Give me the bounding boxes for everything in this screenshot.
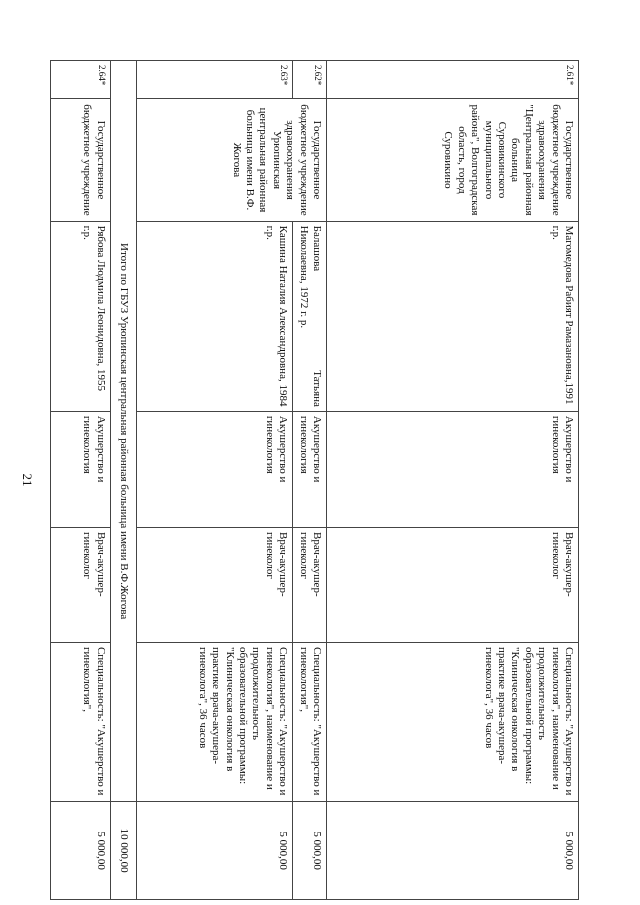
specialty-cell: Акушерство и гинекология xyxy=(137,411,293,527)
amount-cell: 5 000,00 xyxy=(50,802,110,900)
amount-cell: 5 000,00 xyxy=(293,802,327,900)
specialty-cell: Акушерство и гинекология xyxy=(50,411,110,527)
table-row xyxy=(327,61,579,900)
total-row xyxy=(110,61,136,900)
row-number: 2.64* xyxy=(50,61,110,99)
row-number: 2.63* xyxy=(137,61,293,99)
specialty-cell: Акушерство и гинекология xyxy=(327,411,579,527)
organization-cell: Государственное бюджетное учреждение здравоохранения Урюпинская центральная районная больница имени В.Ф. Жогова xyxy=(137,99,327,221)
organization-cell: Государственное бюджетное учреждение здравоохранения "Центральная районная больница Суровикинского муниципального района", Волгоградская область, город Суровикино xyxy=(327,99,579,221)
position-cell: Врач-акушер-гинеколог xyxy=(137,528,293,643)
first-name: Татьяна xyxy=(311,370,323,407)
person-name-cell: Кашина Наталия Александровна, 1984 г.р. xyxy=(137,221,293,411)
specialty-cell: Акушерство и гинекология xyxy=(293,411,327,527)
program-cell: Специальность: "Акушерство и гинекология", xyxy=(293,642,327,801)
page-number: 21 xyxy=(20,473,35,487)
position-cell: Врач-акушер-гинеколог xyxy=(293,528,327,643)
row-number: 2.61* xyxy=(327,61,579,99)
amount-cell: 5 000,00 xyxy=(137,802,293,900)
total-amount: 10 000,00 xyxy=(110,802,136,900)
program-cell: Специальность: "Акушерство и гинекология", наименование и продолжительность образовательной программы: "Клиническая онкология в практике врача-акушера-гинеколога", 36 часов xyxy=(137,642,293,801)
program-cell: Специальность: "Акушерство и гинекология", наименование и продолжительность образовательной программы: "Клиническая онкология в практике врача-акушера-гинеколога", 36 часов xyxy=(327,642,579,801)
program-cell: Специальность: "Акушерство и гинекология", xyxy=(50,642,110,801)
row-number: 2.62* xyxy=(293,61,327,99)
patronymic-year: Николаевна, 1972 г. р. xyxy=(297,225,310,329)
person-name-cell: Магомедова Рабият Рамазановна,1991 г.р. xyxy=(327,221,579,411)
table-row xyxy=(50,61,110,900)
person-name-cell: Рябова Людмила Леонидовна, 1955 г.р. xyxy=(50,221,110,411)
position-cell: Врач-акушер-гинеколог xyxy=(50,528,110,643)
table-row xyxy=(293,61,327,900)
amount-cell: 5 000,00 xyxy=(327,802,579,900)
surname: Балашова xyxy=(311,225,323,272)
total-label: Итого по ГБУЗ Урюпинская центральная районная больница имени В.Ф.Жогова xyxy=(110,61,136,802)
allocation-table xyxy=(50,60,579,900)
organization-cell: Государственное бюджетное учреждение xyxy=(50,99,110,221)
position-cell: Врач-акушер-гинеколог xyxy=(327,528,579,643)
person-name-cell xyxy=(293,221,327,411)
